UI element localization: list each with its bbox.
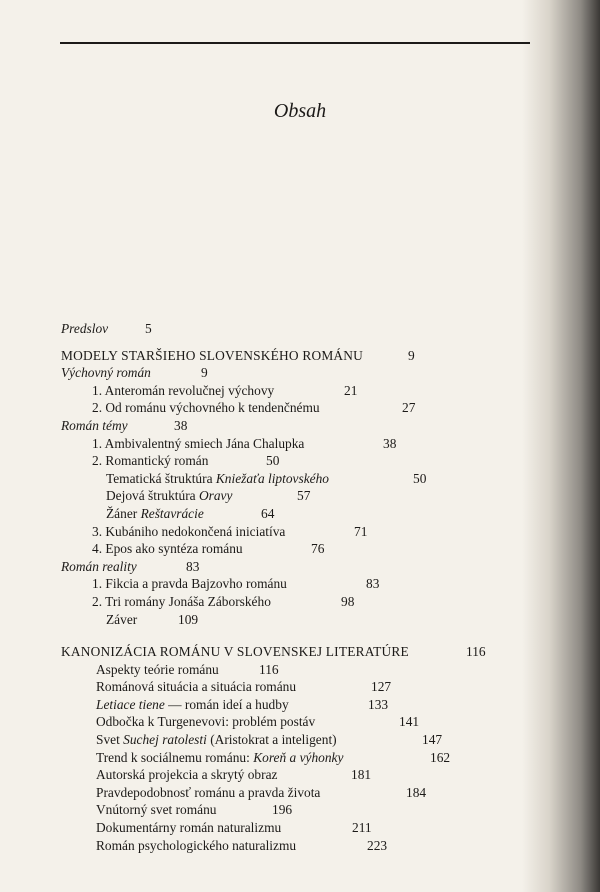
subsection-title: Záver	[106, 611, 138, 627]
toc-section	[61, 575, 501, 593]
page-number: 71	[354, 523, 368, 539]
entry-label: Predslov	[61, 321, 109, 336]
toc-part-heading	[61, 347, 501, 365]
chapter-suffix: — román ideí a hudby	[164, 696, 289, 712]
page-number: 184	[406, 784, 427, 800]
section-title: 1. Fikcia a pravda Bajzovho románu	[92, 576, 287, 592]
toc-chapter	[61, 731, 501, 749]
subsection-prefix: Tematická štruktúra	[106, 470, 216, 486]
work-title: Koreň a výhonky	[253, 749, 344, 765]
page-number: 181	[351, 767, 372, 783]
chapter-title: Autorská projekcia a skrytý obraz	[96, 767, 278, 783]
page-title: Obsah	[273, 100, 327, 122]
page-number: 76	[311, 541, 325, 557]
chapter-title: Dokumentárny román naturalizmu	[96, 820, 282, 836]
page-number: 109	[178, 611, 199, 627]
header-rule	[60, 42, 530, 44]
toc-section	[61, 452, 501, 470]
subsection-prefix: Dejová štruktúra	[106, 488, 199, 504]
toc-chapter	[61, 801, 501, 819]
page-number: 50	[413, 470, 427, 486]
toc-section	[61, 593, 501, 611]
page-number: 38	[383, 435, 397, 451]
work-title: Suchej ratolesti	[123, 732, 207, 748]
table-of-contents	[61, 320, 501, 854]
page-number: 57	[297, 488, 311, 504]
subsection-prefix: Žáner	[106, 505, 141, 521]
page-number: 64	[261, 505, 275, 521]
toc-chapter	[61, 364, 501, 382]
chapter-title: Vnútorný svet románu	[96, 802, 217, 818]
toc-chapter	[61, 417, 501, 435]
page-number: 211	[352, 820, 372, 836]
chapter-title: Výchovný román	[61, 365, 151, 381]
chapter-title: Román psychologického naturalizmu	[96, 837, 297, 853]
toc-chapter	[61, 713, 501, 731]
page-number: 83	[366, 576, 380, 592]
toc-section	[61, 382, 501, 400]
part-title: KANONIZÁCIA ROMÁNU V SLOVENSKEJ LITERATÚRE	[61, 644, 409, 660]
page-number: 27	[402, 400, 416, 416]
toc-section	[61, 399, 501, 417]
toc-chapter	[61, 749, 501, 767]
chapter-prefix: Svet	[96, 732, 124, 748]
toc-subsection	[61, 611, 501, 629]
toc-section	[61, 540, 501, 558]
section-title: 2. Tri romány Jonáša Záborského	[92, 593, 271, 609]
page-number: 162	[430, 749, 451, 765]
page-number: 127	[371, 679, 392, 695]
toc-chapter	[61, 837, 501, 855]
toc-chapter	[61, 696, 501, 714]
page-number: 21	[344, 382, 358, 398]
page-number: 38	[174, 417, 188, 433]
chapter-title: Aspekty teórie románu	[96, 661, 219, 677]
work-title: Reštavrácie	[140, 505, 204, 521]
page-number: 133	[368, 696, 389, 712]
toc-chapter	[61, 766, 501, 784]
toc-subsection	[61, 487, 501, 505]
page-number: 83	[186, 558, 200, 574]
toc-chapter	[61, 819, 501, 837]
work-title: Letiace tiene	[96, 696, 165, 712]
page-number: 147	[422, 732, 443, 748]
page-number: 223	[367, 837, 388, 853]
toc-section	[61, 435, 501, 453]
section-title: 1. Ambivalentný smiech Jána Chalupka	[92, 435, 305, 451]
section-title: 2. Od románu výchovného k tendenčnému	[92, 400, 320, 416]
toc-entry-predslov	[61, 320, 501, 338]
toc-subsection	[61, 470, 501, 488]
page-number: 196	[272, 802, 293, 818]
chapter-title: Román reality	[61, 558, 137, 574]
chapter-suffix: (Aristokrat a inteligent)	[206, 732, 337, 748]
chapter-title: Románová situácia a situácia románu	[96, 679, 297, 695]
toc-subsection	[61, 505, 501, 523]
page-number: 141	[399, 714, 420, 730]
toc-chapter	[61, 558, 501, 576]
toc-chapter	[61, 678, 501, 696]
page-number: 116	[259, 661, 279, 677]
section-title: 4. Epos ako syntéza románu	[92, 541, 243, 557]
page-number: 9	[201, 365, 208, 381]
section-title: 2. Romantický román	[92, 453, 209, 469]
page-number: 98	[341, 593, 355, 609]
binding-shadow	[522, 0, 600, 892]
toc-chapter	[61, 784, 501, 802]
page-number: 5	[145, 321, 152, 336]
page-number: 116	[466, 644, 486, 660]
chapter-title: Odbočka k Turgenevovi: problém postáv	[96, 714, 316, 730]
chapter-title: Pravdepodobnosť románu a pravda života	[96, 784, 321, 800]
page-number: 50	[266, 453, 280, 469]
section-title: 1. Anteromán revolučnej výchovy	[92, 382, 275, 398]
part-title: MODELY STARŠIEHO SLOVENSKÉHO ROMÁNU	[61, 347, 364, 363]
chapter-title: Román témy	[61, 417, 128, 433]
page-number: 9	[408, 347, 415, 363]
section-title: 3. Kubániho nedokončená iniciatíva	[92, 523, 286, 539]
chapter-prefix: Trend k sociálnemu románu:	[96, 749, 254, 765]
toc-section	[61, 523, 501, 541]
toc-chapter	[61, 661, 501, 679]
work-title: Kniežaťa liptovského	[215, 470, 329, 486]
toc-part-heading	[61, 643, 501, 661]
work-title: Oravy	[198, 488, 233, 504]
